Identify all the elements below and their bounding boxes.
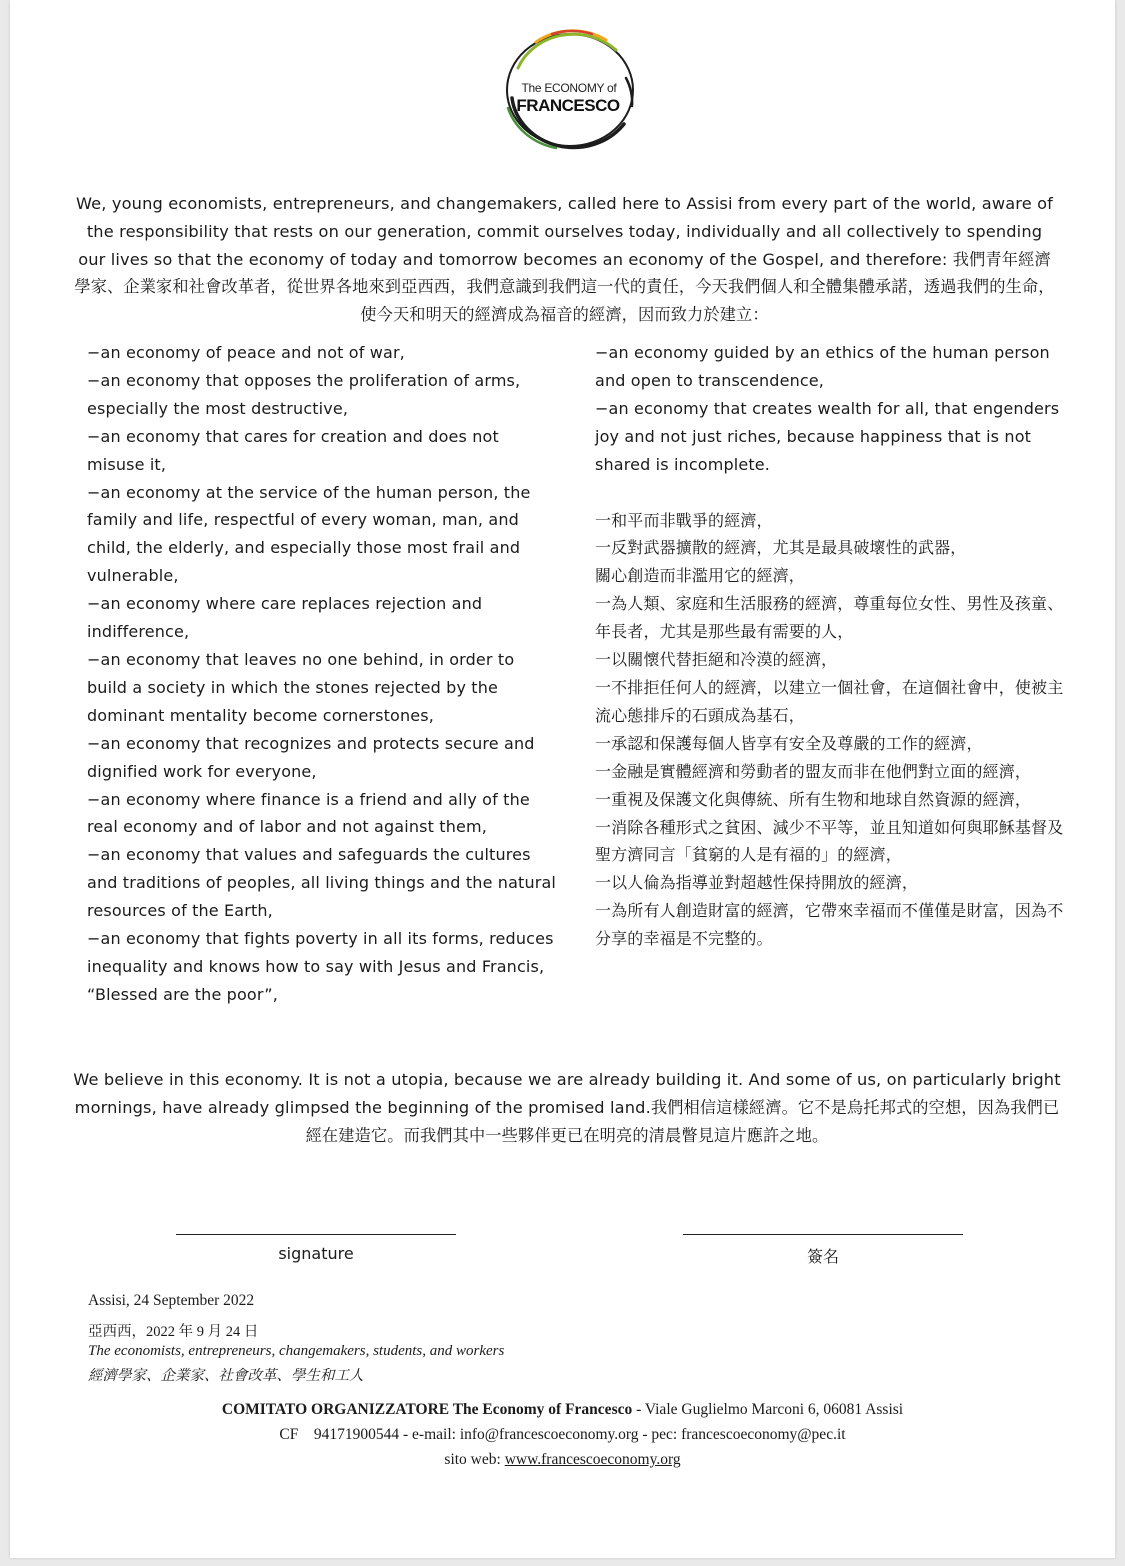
chinese-commitment-item: 一以人倫為指導並對超越性保持開放的經濟， bbox=[595, 873, 919, 893]
chinese-commitment-item: 關心創造而非濫用它的經濟， bbox=[595, 566, 805, 586]
chinese-commitment-item: 一金融是實體經濟和勞動者的盟友而非在他們對立面的經濟， bbox=[595, 761, 1032, 781]
signers-line: The economists, entrepreneurs, changemakers, students, and workers bbox=[88, 1343, 505, 1359]
chinese-commitment-item: 一為所有人創造財富的經濟，它帶來幸福而不僅僅是財富，因為不分享的幸福是不完整的。 bbox=[595, 901, 1064, 949]
chinese-commitment-item: 一為人類、家庭和生活服務的經濟，尊重每位女性、男性及孩童、年長者，尤其是那些最有需要的人， bbox=[595, 594, 1064, 642]
chinese-commitment-item: 一消除各種形式之貧困、減少不平等，並且知道如何與耶穌基督及聖方濟同言「貧窮的人是有福的」的經濟， bbox=[595, 817, 1064, 865]
chinese-commitment-item: 一承認和保護每個人皆享有安全及尊嚴的工作的經濟， bbox=[595, 733, 983, 753]
footer-website-label: sito web: bbox=[444, 1451, 505, 1468]
signature-label-zh: 簽名 bbox=[806, 1247, 839, 1266]
intro-paragraph: We, young economists, entrepreneurs, and changemakers, called here to Assisi from every part of the world, aware of the responsibility that rests on our generation, commit ourselves today, individually and all collectively to spending our lives so that the economy of today and tomorrow becomes an economy of the Gospel, and therefore: 我們青年經濟學家、企業家和社會改革者，從世界各地來到亞西西，我們意識到我們這一代的責任，今天我們個人和全體集體承諾，透過我們的生命，使今天和明天的經濟成為福音的經濟，因而致力於建立： bbox=[74, 194, 1055, 325]
commitment-item: −an economy that opposes the proliferation of arms, especially the most destructive, bbox=[87, 370, 521, 418]
closing-paragraph: We believe in this economy. It is not a utopia, because we are already building it. And some of us, on particularly bright mornings, have already glimpsed the beginning of the promised land.我們相信這樣經濟。它不是烏托邦式的空想，因為我們已經在建造它。而我們其中一些夥伴更已在明亮的清晨瞥見這片應許之地。 bbox=[73, 1070, 1061, 1145]
signers-line-zh: 經濟學家、企業家、社會改革、學生和工人 bbox=[88, 1368, 364, 1384]
logo-text-top: The ECONOMY of bbox=[521, 81, 617, 95]
commitment-item: −an economy that fights poverty in all its forms, reduces inequality and knows how to say with Jesus and Francis, “Blessed are the poor”, bbox=[87, 929, 554, 1004]
footer-contact-line: CF 94171900544 - e-mail: info@francescoeconomy.org - pec: francescoeconomy@pec.it bbox=[279, 1426, 846, 1443]
column-spacer bbox=[595, 479, 1065, 507]
english-commitments-column bbox=[87, 339, 557, 1009]
commitment-item: −an economy at the service of the human person, the family and life, respectful of every woman, man, and child, the elderly, and especially those most frail and vulnerable, bbox=[87, 482, 531, 586]
place-date-zh: 亞西西，2022 年 9 月 24 日 bbox=[88, 1324, 259, 1340]
economy-of-francesco-logo bbox=[496, 28, 646, 152]
signature-label: signature bbox=[278, 1244, 354, 1263]
commitment-item: −an economy that leaves no one behind, in order to build a society in which the stones rejected by the dominant mentality become cornerstones, bbox=[87, 649, 515, 725]
chinese-commitment-item: 一反對武器擴散的經濟，尤其是最具破壞性的武器， bbox=[595, 538, 967, 558]
chinese-commitment-item: 一以關懷代替拒絕和冷漠的經濟， bbox=[595, 650, 838, 670]
commitment-item: −an economy where care replaces rejection and indifference, bbox=[87, 594, 483, 642]
footer-website-link[interactable]: www.francescoeconomy.org bbox=[504, 1451, 681, 1468]
place-date: Assisi, 24 September 2022 bbox=[88, 1292, 255, 1309]
commitment-item: −an economy where finance is a friend and ally of the real economy and of labor and not against them, bbox=[87, 789, 530, 837]
footer-organizer-line bbox=[10, 1401, 1115, 1419]
logo-text-main: FRANCESCO bbox=[516, 96, 620, 115]
commitment-item: −an economy that creates wealth for all, that engenders joy and not just riches, because happiness that is not shared is incomplete. bbox=[595, 398, 1060, 474]
right-commitments-column bbox=[595, 339, 1065, 953]
commitment-item: −an economy that recognizes and protects secure and dignified work for everyone, bbox=[87, 733, 535, 781]
footer-address: - Viale Guglielmo Marconi 6, 06081 Assisi bbox=[632, 1401, 904, 1418]
document-page bbox=[10, 0, 1115, 1558]
chinese-commitment-item: 一和平而非戰爭的經濟， bbox=[595, 510, 773, 530]
commitment-item: −an economy guided by an ethics of the human person and open to transcendence, bbox=[595, 343, 1050, 390]
chinese-commitment-item: 一不排拒任何人的經濟，以建立一個社會，在這個社會中，使被主流心態排斥的石頭成為基石， bbox=[595, 677, 1064, 725]
commitment-item: −an economy that cares for creation and does not misuse it, bbox=[87, 426, 499, 474]
chinese-commitment-item: 一重視及保護文化與傳統、所有生物和地球自然資源的經濟， bbox=[595, 789, 1032, 809]
commitment-item: −an economy of peace and not of war, bbox=[87, 343, 405, 362]
signature-line-right bbox=[683, 1234, 963, 1235]
commitment-item: −an economy that values and safeguards the cultures and traditions of peoples, all living things and the natural resources of the Earth, bbox=[87, 845, 557, 921]
signature-line-left bbox=[176, 1234, 456, 1235]
footer-website-line bbox=[10, 1451, 1115, 1469]
footer-organizer-name: COMITATO ORGANIZZATORE The Economy of Francesco bbox=[221, 1401, 633, 1418]
